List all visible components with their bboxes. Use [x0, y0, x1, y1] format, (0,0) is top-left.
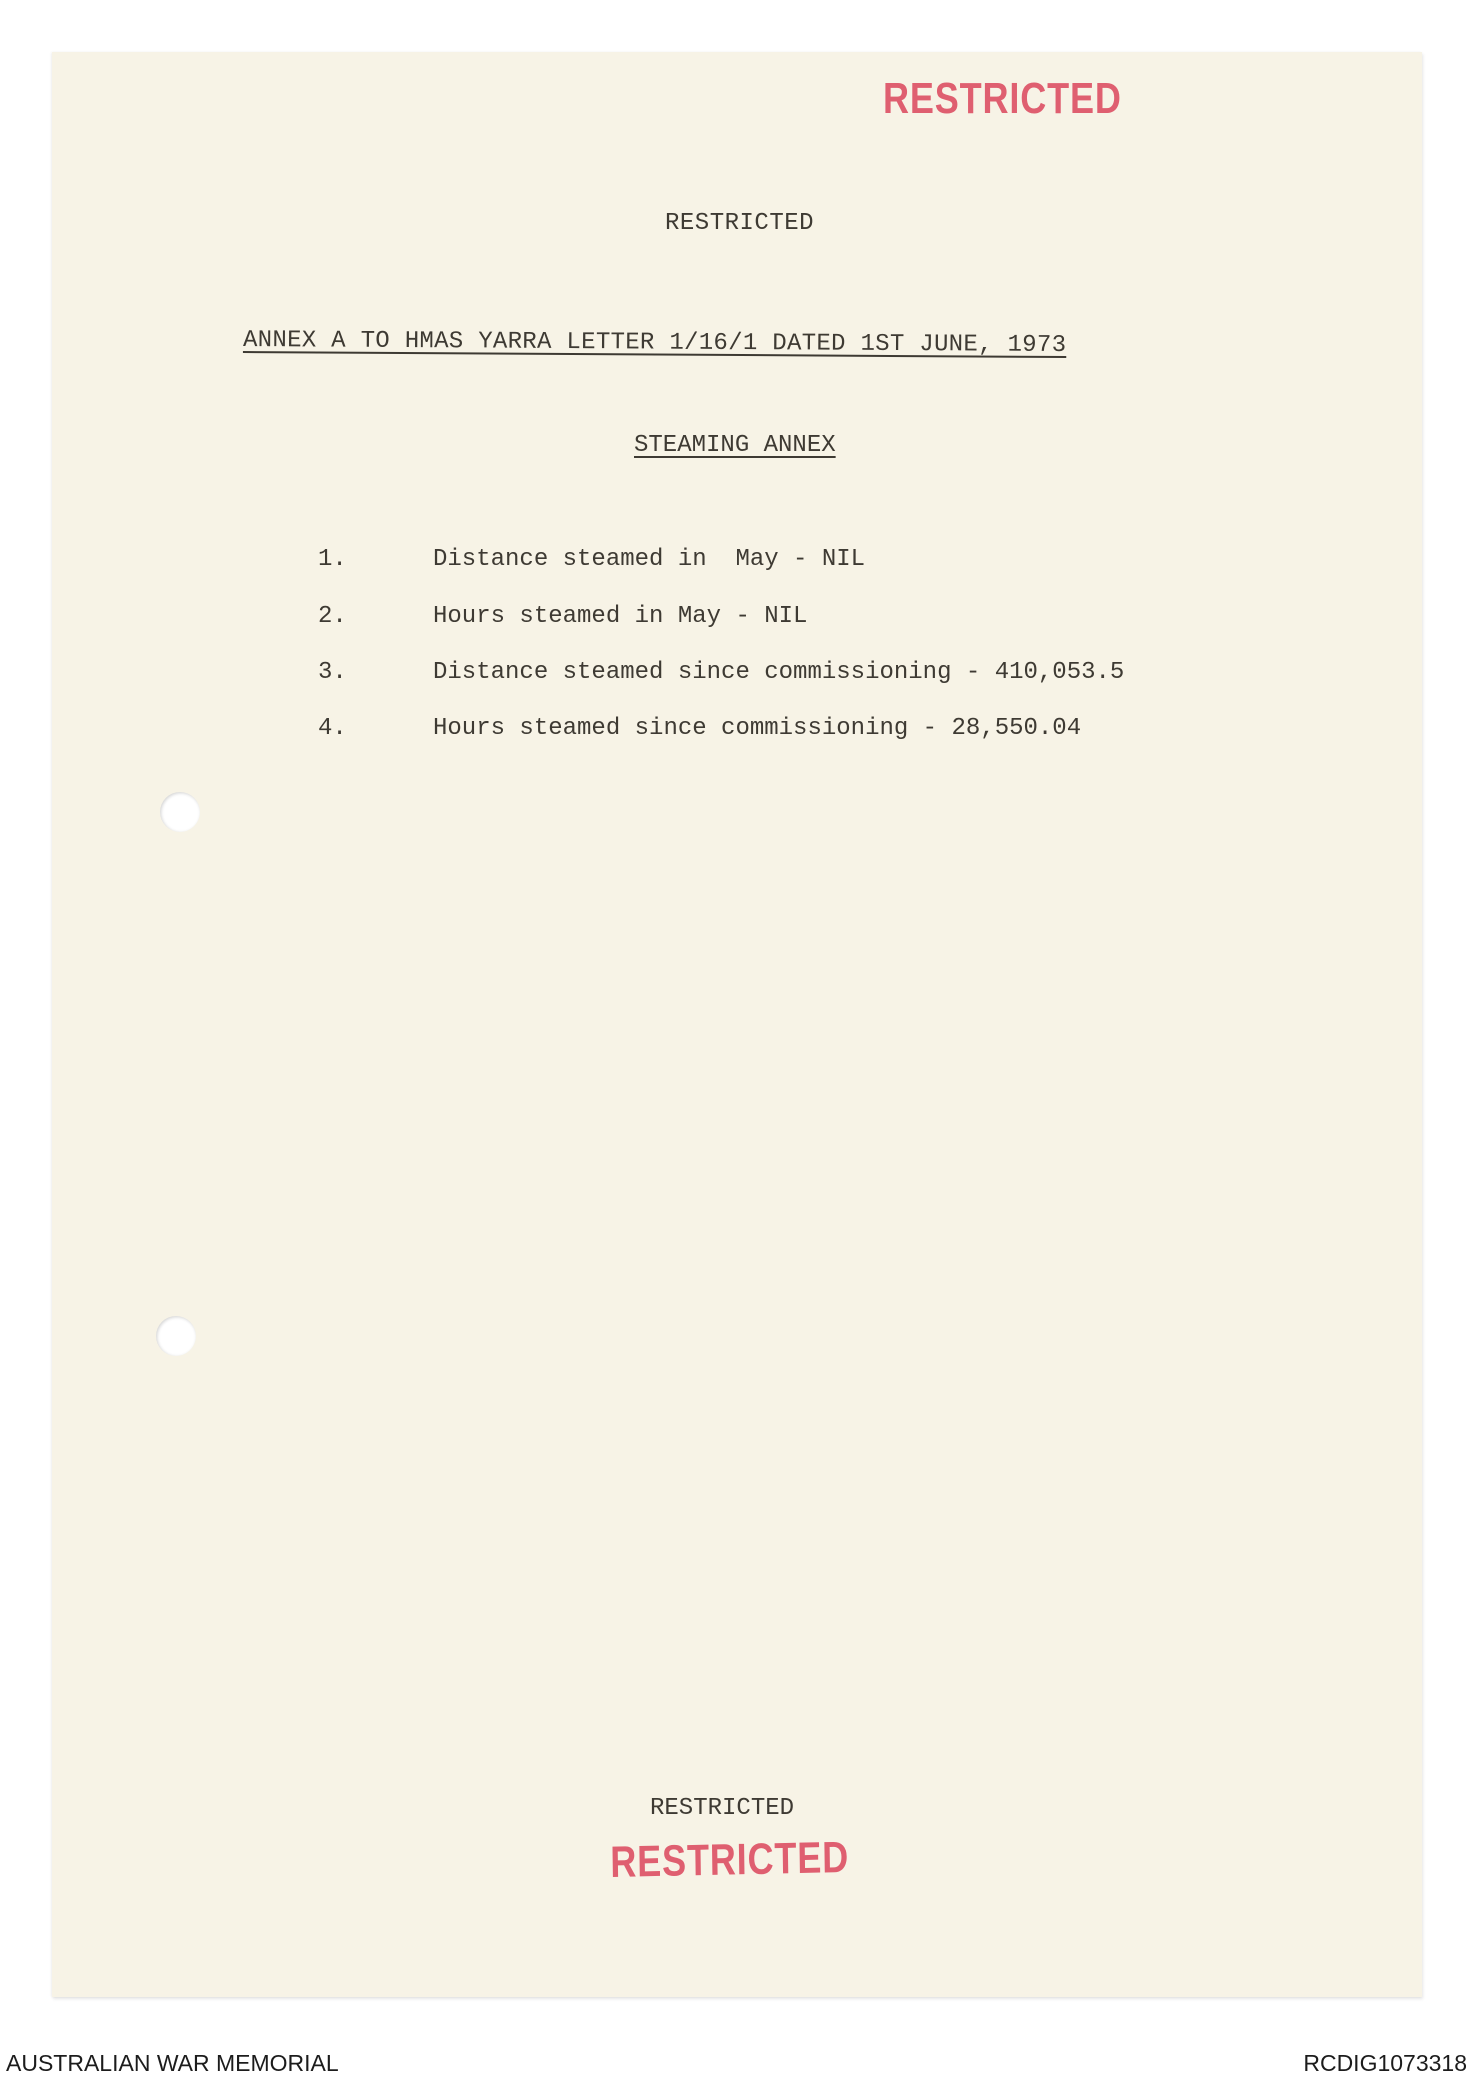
punch-hole: [160, 792, 200, 832]
document-subheading: STEAMING ANNEX: [634, 432, 836, 459]
punch-hole: [156, 1316, 196, 1356]
list-item-number: 2.: [318, 603, 347, 630]
footer-identifier: RCDIG1073318: [1303, 2050, 1467, 2076]
classification-top: RESTRICTED: [665, 210, 815, 237]
document-heading: ANNEX A TO HMAS YARRA LETTER 1/16/1 DATED 1ST JUNE, 1973: [242, 327, 1067, 360]
list-item-text: Hours steamed since commissioning - 28,550.04: [433, 715, 1082, 742]
list-item-number: 4.: [318, 715, 347, 742]
list-item-text: Hours steamed in May - NIL: [433, 603, 808, 630]
classification-bottom: RESTRICTED: [650, 1795, 795, 1822]
restricted-stamp-bottom: RESTRICTED: [610, 1832, 850, 1887]
footer-source: AUSTRALIAN WAR MEMORIAL: [6, 2050, 339, 2076]
restricted-stamp-top: RESTRICTED: [883, 74, 1122, 123]
list-item-number: 1.: [318, 546, 347, 573]
list-item-text: Distance steamed in May - NIL: [433, 546, 866, 573]
list-item-text: Distance steamed since commissioning - 410,053.5: [433, 659, 1125, 686]
list-item-number: 3.: [318, 659, 347, 686]
